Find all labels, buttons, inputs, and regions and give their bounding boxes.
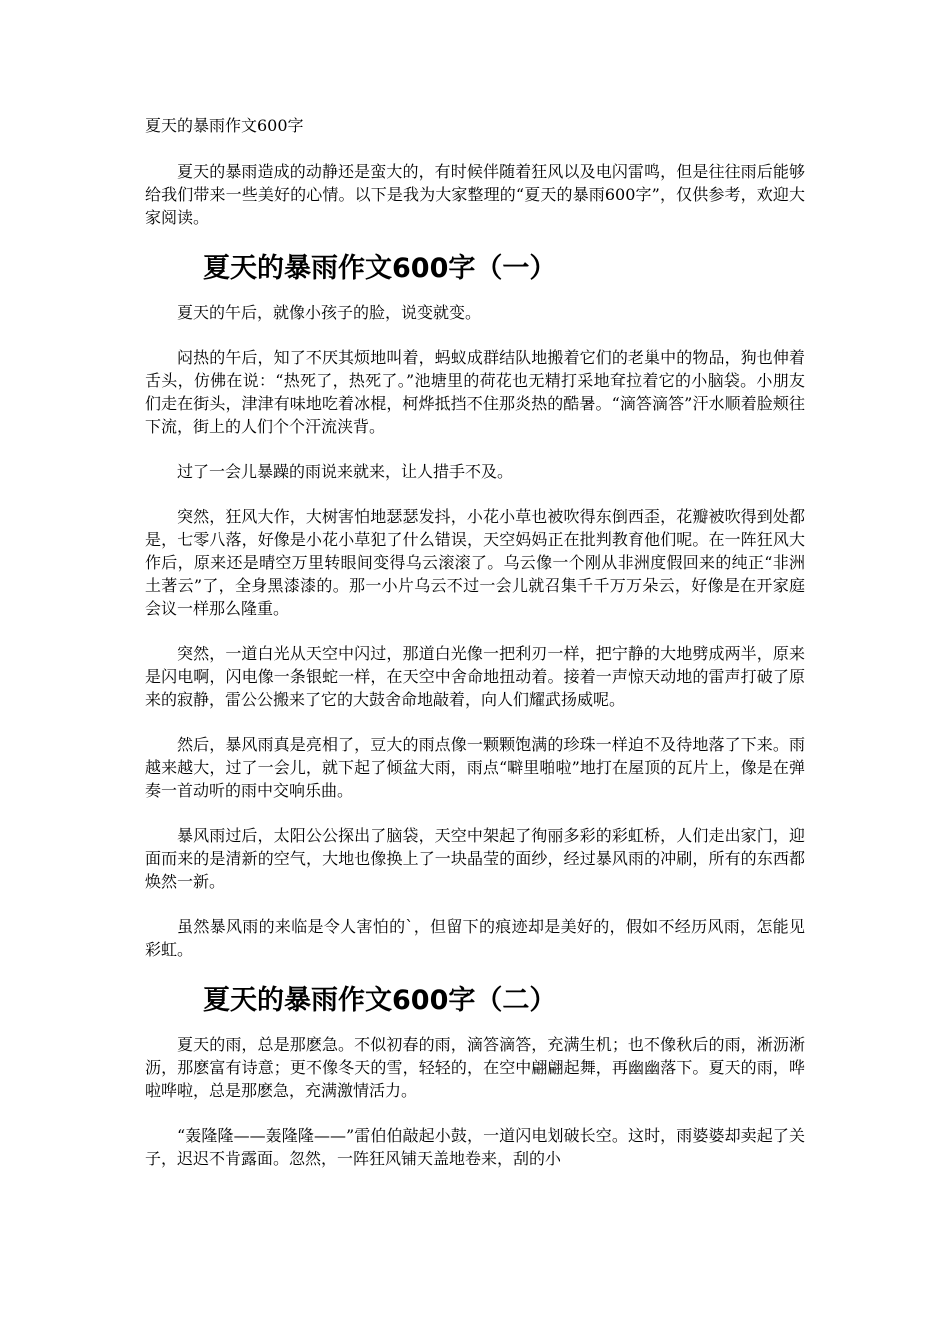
section-1-paragraph: 夏天的午后，就像小孩子的脸，说变就变。 bbox=[177, 303, 482, 322]
section-2-paragraph: 夏天的雨，总是那麽急。不似初春的雨，滴答滴答，充满生机；也不像秋后的雨，淅沥淅沥，那麽富有诗意；更不像冬天的雪，轻轻的，在空中翩翩起舞，再幽幽落下。夏天的雨，哗啦哗啦，总是那麽急，充满激情活力。 bbox=[145, 1035, 805, 1100]
section-1-paragraph: 突然，狂风大作，大树害怕地瑟瑟发抖，小花小草也被吹得东倒西歪，花瓣被吹得到处都是，七零八落，好像是小花小草犯了什么错误，天空妈妈正在批判教育他们呢。在一阵狂风大作后，原来还是晴空万里转眼间变得乌云滚滚了。乌云像一个刚从非洲度假回来的纯正“非洲土著云”了，全身黑漆漆的。那一小片乌云不过一会儿就召集千千万万朵云，好像是在开家庭会议一样那么隆重。 bbox=[145, 507, 805, 618]
section-1-paragraph: 闷热的午后，知了不厌其烦地叫着，蚂蚁成群结队地搬着它们的老巢中的物品，狗也伸着舌头，仿佛在说：“热死了，热死了。”池塘里的荷花也无精打采地耷拉着它的小脑袋。小朋友们走在街头，津津有味地吃着冰棍，柯烨抵挡不住那炎热的酷暑。“滴答滴答”汗水顺着脸颊往下流，街上的人们个个汗流浃背。 bbox=[145, 348, 805, 436]
section-2-paragraph: “轰隆隆——轰隆隆——”雷伯伯敲起小鼓，一道闪电划破长空。这时，雨婆婆却卖起了关子，迟迟不肯露面。忽然，一阵狂风铺天盖地卷来，刮的小 bbox=[145, 1126, 805, 1168]
section-1-paragraph: 过了一会儿暴躁的雨说来就来，让人措手不及。 bbox=[177, 462, 514, 481]
section-2-heading: 夏天的暴雨作文600字（二） bbox=[203, 985, 557, 1016]
intro-paragraph: 夏天的暴雨造成的动静还是蛮大的，有时候伴随着狂风以及电闪雷鸣，但是往往雨后能够给我们带来一些美好的心情。以下是我为大家整理的“夏天的暴雨600字”，仅供参考，欢迎大家阅读。 bbox=[145, 162, 805, 227]
section-1-paragraph: 暴风雨过后，太阳公公探出了脑袋，天空中架起了徇丽多彩的彩虹桥，人们走出家门，迎面而来的是清新的空气，大地也像换上了一块晶莹的面纱，经过暴风雨的冲刷，所有的东西都焕然一新。 bbox=[145, 826, 805, 891]
section-1-paragraph: 突然，一道白光从天空中闪过，那道白光像一把利刃一样，把宁静的大地劈成两半，原来是闪电啊，闪电像一条银蛇一样，在天空中舍命地扭动着。接着一声惊天动地的雷声打破了原来的寂静，雷公公搬来了它的大鼓舍命地敲着，向人们耀武扬威呢。 bbox=[145, 644, 805, 709]
section-1-heading: 夏天的暴雨作文600字（一） bbox=[203, 253, 557, 284]
document-title: 夏天的暴雨作文600字 bbox=[145, 116, 304, 135]
section-1-paragraph: 虽然暴风雨的来临是令人害怕的`，但留下的痕迹却是美好的，假如不经历风雨，怎能见彩虹。 bbox=[145, 917, 805, 959]
document-page bbox=[145, 114, 805, 1192]
section-1-paragraph: 然后，暴风雨真是亮相了，豆大的雨点像一颗颗饱满的珍珠一样迫不及待地落了下来。雨越来越大，过了一会儿，就下起了倾盆大雨，雨点“噼里啪啦”地打在屋顶的瓦片上，像是在弹奏一首动听的雨中交响乐曲。 bbox=[145, 735, 805, 800]
